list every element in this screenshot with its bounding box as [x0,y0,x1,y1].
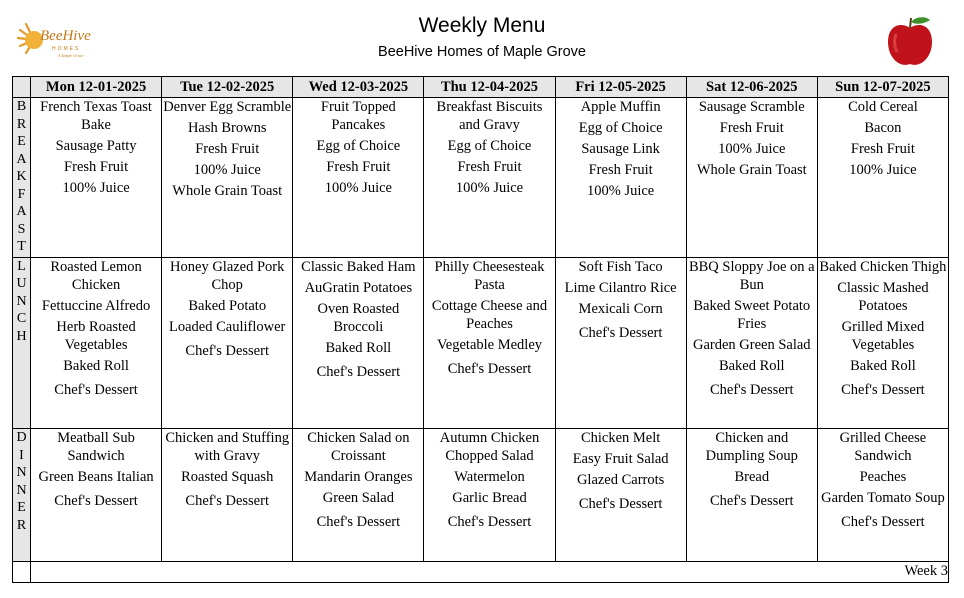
menu-item: Grilled Cheese Sandwich [839,430,927,465]
menu-item: Garden Tomato Soup [821,490,945,507]
meal-label-letter: T [17,239,26,255]
lunch-row [13,257,949,429]
menu-item: BBQ Sloppy Joe on a Bun [688,258,815,293]
meal-label-letter: L [17,258,26,274]
meal-label-letter: S [17,221,26,237]
menu-item: Fruit Topped Pancakes [320,99,396,134]
meal-label-letter: R [16,517,27,533]
logo-subtext: HOMES [52,46,81,52]
dinner-row [13,429,949,562]
menu-item: Sausage Link [581,141,660,158]
menu-item: Fresh Fruit [64,159,129,176]
menu-item: 100% Juice [324,180,392,197]
meal-label-lunch [13,257,31,429]
menu-cell [424,429,555,562]
day-header: Thu 12-04-2025 [424,77,555,98]
menu-cell [555,257,686,429]
menu-item: Baked Potato [188,297,267,314]
menu-item: Cottage Cheese and Peaches [431,297,548,332]
page-title: Weekly Menu [418,14,546,37]
logo-tagline: A Simple Grace [58,53,84,58]
menu-item: Fresh Fruit [457,159,522,176]
menu-item: Roasted Lemon Chicken [50,258,142,293]
menu-item: Apple Muffin [580,99,661,116]
menu-item: Baked Roll [63,357,129,374]
menu-item: Herb Roasted Vegetables [56,318,136,353]
day-header: Tue 12-02-2025 [162,77,293,98]
breakfast-row [13,98,949,258]
meal-label-letter: E [17,134,26,150]
meal-label-letter: N [16,465,27,481]
meal-label-letter: K [16,169,27,185]
meal-label-breakfast [13,98,31,258]
menu-item: Baked Sweet Potato Fries [693,297,811,332]
menu-cell [293,429,424,562]
day-header: Mon 12-01-2025 [31,77,162,98]
menu-item: Egg of Choice [316,138,401,155]
menu-cell [686,257,817,429]
menu-item: Chicken and Dumpling Soup [705,430,798,465]
menu-item: Chef's Dessert [54,493,138,510]
menu-item: Green Salad [322,490,394,507]
menu-item: Breakfast Biscuits and Gravy [436,99,543,134]
menu-cell [555,429,686,562]
meal-label-letter: A [16,204,27,220]
menu-item: Fresh Fruit [195,141,260,158]
logo-text: BeeHive [40,28,91,44]
menu-item: Watermelon [454,469,525,486]
menu-item: 100% Juice [849,162,917,179]
page-subtitle: BeeHive Homes of Maple Grove [378,44,586,60]
menu-item: Fresh Fruit [588,162,653,179]
menu-item: Baked Chicken Thigh [819,258,947,275]
menu-item: Chef's Dessert [316,514,401,531]
menu-item: Easy Fruit Salad [572,451,669,468]
menu-item: Chef's Dessert [54,381,138,398]
menu-item: Vegetable Medley [436,336,543,353]
corner-cell [13,77,31,98]
meal-label-letter: A [16,151,27,167]
menu-item: Autumn Chicken Chopped Salad [439,430,540,465]
week-label: Week 3 [31,561,949,582]
menu-item: 100% Juice [193,162,261,179]
menu-item: Baked Roll [718,357,785,374]
menu-cell [686,429,817,562]
menu-item: Chef's Dessert [709,381,794,398]
meal-label-letter: U [16,276,27,292]
menu-item: Whole Grain Toast [696,162,807,179]
meal-label-letter: R [16,116,27,132]
day-header: Fri 12-05-2025 [555,77,686,98]
menu-item: Chef's Dessert [185,493,269,510]
meal-label-letter: E [17,500,26,516]
meal-label-letter: B [16,99,27,115]
menu-item: Fettuccine Alfredo [41,297,151,314]
menu-item: Grilled Mixed Vegetables [841,318,925,353]
menu-cell [31,257,162,429]
menu-item: Baked Roll [325,339,392,356]
footer-row [13,561,949,582]
menu-cell [293,257,424,429]
menu-cell [162,98,293,258]
menu-cell [162,429,293,562]
menu-item: Garlic Bread [452,490,527,507]
menu-item: Chef's Dessert [185,342,269,359]
menu-item: Chicken Melt [580,430,661,447]
menu-item: Honey Glazed Pork Chop [170,258,285,293]
day-header-row [13,77,949,98]
menu-item: Soft Fish Taco [578,258,663,275]
menu-item: Cold Cereal [848,99,918,116]
menu-item: Denver Egg Scramble [163,99,292,116]
menu-item: Glazed Carrots [576,472,665,489]
menu-item: Peaches [859,469,907,486]
menu-item: Oven Roasted Broccoli [317,300,400,335]
menu-item: Chef's Dessert [578,324,663,341]
menu-item: Mandarin Oranges [304,469,413,486]
menu-item: Hash Browns [187,120,267,137]
menu-item: Chef's Dessert [709,493,794,510]
menu-cell [424,98,555,258]
menu-item: Fresh Fruit [850,141,915,158]
meal-label-letter: N [16,293,27,309]
menu-item: Fresh Fruit [719,120,784,137]
menu-item: Classic Mashed Potatoes [837,279,929,314]
menu-item: Sausage Patty [55,138,137,155]
menu-item: Sausage Scramble [698,99,805,116]
menu-table [12,76,949,583]
meal-label-letter: C [16,311,27,327]
menu-item: Chef's Dessert [841,381,925,398]
menu-item: 100% Juice [455,180,524,197]
meal-label-dinner [13,429,31,562]
menu-item: French Texas Toast Bake [40,99,152,134]
menu-item: Chef's Dessert [578,496,663,513]
day-header: Wed 12-03-2025 [293,77,424,98]
menu-item: Bacon [864,120,902,137]
meal-label-letter: H [16,328,27,344]
menu-item: Chef's Dessert [841,514,925,531]
menu-item: Green Beans Italian [38,469,154,486]
meal-label-letter: I [19,447,24,463]
menu-item: Roasted Squash [181,469,274,486]
menu-item: 100% Juice [587,183,655,200]
menu-item: Meatball Sub Sandwich [57,430,135,465]
menu-item: Garden Green Salad [692,336,811,353]
menu-cell [31,98,162,258]
menu-cell [686,98,817,258]
menu-item: Loaded Cauliflower [169,318,286,335]
menu-item: Egg of Choice [447,138,532,155]
menu-item: Chef's Dessert [316,363,401,380]
menu-item: Fresh Fruit [326,159,391,176]
meal-label-letter: F [17,186,26,202]
footer-spacer [13,561,31,582]
menu-item: Chef's Dessert [447,360,532,377]
meal-label-letter: N [16,482,27,498]
menu-item: Mexicali Corn [578,300,663,317]
meal-label-letter: D [16,430,27,446]
menu-item: Chicken Salad on Croissant [307,430,410,465]
menu-cell [293,98,424,258]
menu-item: Classic Baked Ham [301,258,416,275]
menu-item: Chicken and Stuffing with Gravy [165,430,290,465]
menu-item: Philly Cheesesteak Pasta [434,258,545,293]
menu-item: AuGratin Potatoes [304,279,413,296]
menu-item: Whole Grain Toast [172,183,283,200]
menu-cell [162,257,293,429]
menu-item: Chef's Dessert [447,514,532,531]
menu-item: Baked Roll [850,357,916,374]
day-header: Sat 12-06-2025 [686,77,817,98]
menu-item: 100% Juice [718,141,786,158]
day-header: Sun 12-07-2025 [817,77,948,98]
menu-item: 100% Juice [62,180,130,197]
menu-cell [817,429,948,562]
menu-cell [424,257,555,429]
menu-cell [555,98,686,258]
menu-item: Bread [734,469,770,486]
menu-cell [817,257,948,429]
menu-cell [31,429,162,562]
menu-cell [817,98,948,258]
menu-item: Lime Cilantro Rice [564,279,677,296]
menu-item: Egg of Choice [578,120,663,137]
apple-icon [880,14,940,70]
